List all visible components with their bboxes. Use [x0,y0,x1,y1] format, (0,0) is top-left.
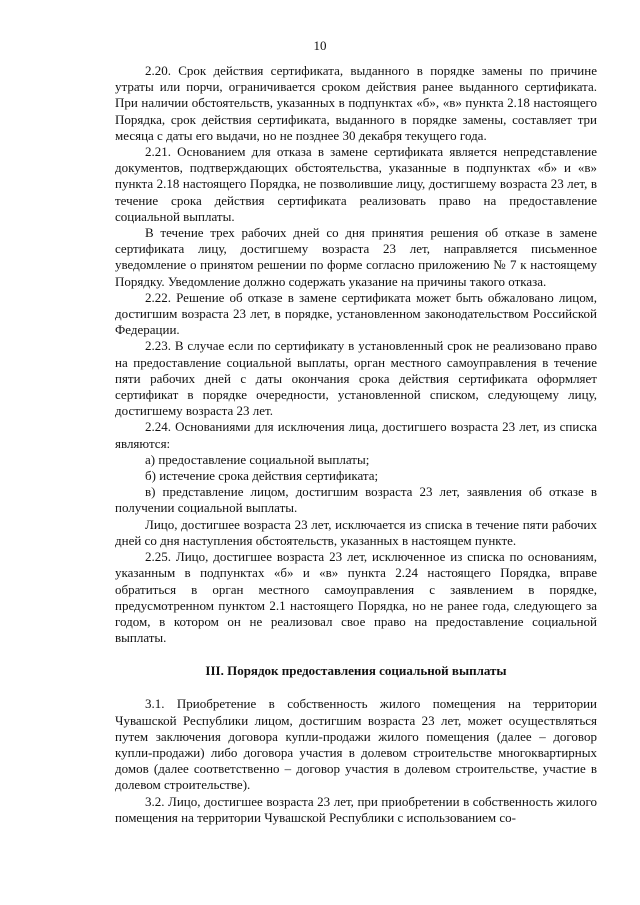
section-heading: III. Порядок предоставления социальной выплаты [205,663,507,679]
list-item-b: б) истечение срока действия сертификата; [145,468,379,484]
list-item-a: а) предоставление социальной выплаты; [145,451,370,467]
document-body [115,63,597,826]
paragraph-2-21: 2.21. Основанием для отказа в замене сертификата является непредставление документов, подтверждающих обстоятельства, указанные в подпунктах «б» и «в» пункта 2.18 настоящего Порядка, не позволившие лицу, достигшему возраста 23 лет, в течение срока действия сертификата реализовать право на предоставление социальной выплаты. [115,144,597,224]
paragraph-2-25: 2.25. Лицо, достигшее возраста 23 лет, исключенное из списка по основаниям, указанным в подпунктах «б» и «в» пункта 2.24 настоящего Порядка, вправе обратиться в орган местного самоуправления с заявлением в порядке, предусмотренном пунктом 2.1 настоящего Порядка, но не ранее года, следующего за годом, в котором он не реализовал свое право на предоставление социальной выплаты. [115,549,597,646]
paragraph-3-2: 3.2. Лицо, достигшее возраста 23 лет, при приобретении в собственность жилого помещения на территории Чувашской Республики с использованием со- [115,793,597,825]
paragraph-3-1: 3.1. Приобретение в собственность жилого помещения на территории Чувашской Республики лицом, достигшим возраста 23 лет, может осуществляться путем заключения договора купли-продажи жилого помещения (далее – договор купли-продажи) либо договора участия в долевом строительстве многоквартирных домов (далее соответственно – договор участия в долевом строительстве, участие в долевом строительстве). [115,696,597,793]
page-number: 10 [313,38,327,53]
paragraph-2-24: 2.24. Основаниями для исключения лица, достигшего возраста 23 лет, из списка являются: [115,419,597,451]
list-item-v: в) представление лицом, достигшим возраста 23 лет, заявления об отказе в получении социальной выплаты. [115,484,597,516]
paragraph-2-22: 2.22. Решение об отказе в замене сертификата может быть обжаловано лицом, достигшим возраста 23 лет, в порядке, установленном законодательством Российской Федерации. [115,289,597,338]
paragraph-2-24-exclusion: Лицо, достигшее возраста 23 лет, исключается из списка в течение пяти рабочих дней со дня наступления обстоятельств, указанных в настоящем пункте. [115,516,597,548]
paragraph-2-21-notice: В течение трех рабочих дней со дня принятия решения об отказе в замене сертификата лицу, достигшему возраста 23 лет, направляется письменное уведомление о принятом решении по форме согласно приложению № 7 к настоящему Порядку. Уведомление должно содержать указание на причины такого отказа. [115,225,597,289]
paragraph-2-23: 2.23. В случае если по сертификату в установленный срок не реализовано право на предоставление социальной выплаты, орган местного самоуправления в течение пяти рабочих дней с даты окончания срока действия сертификата оформляет сертификат в порядке очередности, установленной списком, следующему лицу, достигшему возраста 23 лет. [115,338,597,419]
paragraph-2-20: 2.20. Срок действия сертификата, выданного в порядке замены по причине утраты или порчи, ограничивается сроком действия ранее выданного сертификата. При наличии обстоятельств, указанных в подпунктах «б», «в» пункта 2.18 настоящего Порядка, срок действия сертификата, выданного в порядке замены, составляет три месяца с даты его выдачи, но не позднее 30 декабря текущего года. [115,63,597,143]
